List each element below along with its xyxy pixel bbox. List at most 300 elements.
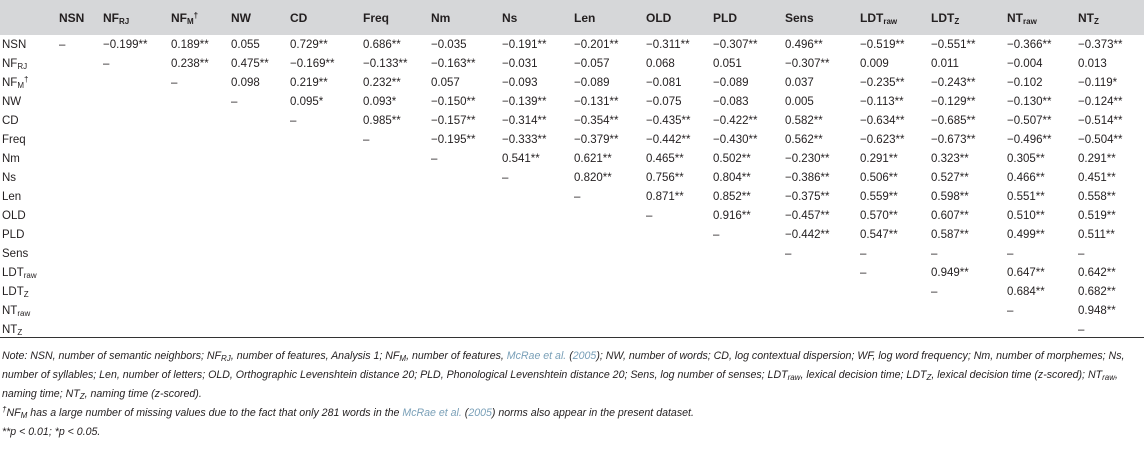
correlation-cell: 0.558**: [1078, 190, 1116, 203]
correlation-cell: −0.333**: [502, 133, 547, 146]
correlation-cell: 0.506**: [860, 171, 898, 184]
correlation-cell: [928, 301, 1004, 320]
correlation-cell: [100, 130, 168, 149]
correlation-cell: –: [860, 266, 867, 279]
correlation-cell: [287, 263, 360, 282]
correlation-cell: [168, 225, 228, 244]
correlation-cell: [710, 282, 782, 301]
row-label-base: LDT: [2, 285, 24, 298]
correlation-cell: [428, 187, 499, 206]
correlation-cell: [643, 282, 710, 301]
note-text: M: [20, 411, 28, 420]
correlation-cell: 0.519**: [1078, 209, 1116, 222]
correlation-cell: 0.037: [785, 76, 814, 89]
correlation-cell: [428, 168, 499, 187]
note-text: Note: NSN, number of semantic neighbors; NF: [2, 350, 222, 362]
correlation-cell: −0.311**: [646, 38, 690, 51]
correlation-cell: [56, 244, 100, 263]
correlation-cell: [56, 130, 100, 149]
correlation-cell: 0.499**: [1007, 228, 1045, 241]
correlation-cell: 0.051: [713, 57, 742, 70]
row-label: [0, 92, 56, 111]
correlation-cell: 0.055: [231, 38, 260, 51]
correlation-cell: −0.093: [502, 76, 538, 89]
table-bottom-rule: [0, 337, 1144, 338]
row-label: [0, 282, 56, 301]
column-header-subscript: M: [187, 16, 194, 26]
correlation-cell: 0.013: [1078, 57, 1107, 70]
correlation-cell: −0.430**: [713, 133, 758, 146]
correlation-cell: 0.466**: [1007, 171, 1045, 184]
correlation-cell: 0.598**: [931, 190, 969, 203]
correlation-cell: [360, 225, 428, 244]
row-label: [0, 206, 56, 225]
correlation-cell: 0.686**: [363, 38, 401, 51]
correlation-cell: [287, 225, 360, 244]
column-header-base: NF: [103, 10, 119, 25]
correlation-cell: –: [59, 38, 66, 51]
row-label-base: Ns: [2, 171, 17, 184]
row-label: [0, 301, 56, 320]
correlation-cell: 0.496**: [785, 38, 823, 51]
column-header: [287, 0, 360, 35]
correlation-cell: [56, 168, 100, 187]
table-note-dagger: [2, 404, 1142, 423]
correlation-cell: −0.089: [574, 76, 610, 89]
correlation-cell: –: [931, 247, 938, 260]
table-row: [0, 149, 1144, 168]
row-label: [0, 111, 56, 130]
row-label: [0, 35, 56, 54]
header-row: [0, 0, 1144, 35]
correlation-cell: −0.235**: [860, 76, 905, 89]
correlation-cell: −0.195**: [431, 133, 476, 146]
column-header-base: Len: [574, 10, 596, 25]
correlation-cell: 0.510**: [1007, 209, 1045, 222]
correlation-cell: −0.623**: [860, 133, 905, 146]
citation-text: McRae et al.: [506, 350, 567, 362]
column-header: [168, 0, 228, 35]
column-header: [499, 0, 571, 35]
correlation-cell: [571, 263, 643, 282]
note-text: NF: [6, 407, 21, 419]
correlation-cell: −0.507**: [1007, 114, 1052, 127]
column-header: [360, 0, 428, 35]
correlation-cell: [857, 301, 928, 320]
column-header-subscript: Z: [954, 16, 960, 26]
correlation-cell: [428, 225, 499, 244]
correlation-cell: [228, 168, 287, 187]
row-label-base: PLD: [2, 228, 25, 241]
table-row: [0, 35, 1144, 54]
correlation-cell: −0.354**: [574, 114, 619, 127]
correlation-cell: −0.057: [574, 57, 610, 70]
correlation-cell: 0.551**: [1007, 190, 1045, 203]
row-label-base: Sens: [2, 247, 29, 260]
table-row: [0, 168, 1144, 187]
correlation-cell: [56, 73, 100, 92]
citation-text: McRae et al.: [402, 407, 462, 419]
correlation-cell: [228, 225, 287, 244]
row-label-base: NF: [2, 57, 18, 70]
note-text: , naming time (z-scored).: [84, 388, 202, 400]
correlation-cell: [228, 206, 287, 225]
column-header-base: NT: [1078, 10, 1094, 25]
correlation-cell: [571, 282, 643, 301]
correlation-cell: 0.587**: [931, 228, 969, 241]
column-header: [1075, 0, 1144, 35]
note-text: Z: [926, 373, 932, 382]
column-header: [56, 0, 100, 35]
note-text: raw: [787, 373, 801, 382]
correlation-cell: –: [646, 209, 653, 222]
correlation-cell: −0.422**: [713, 114, 758, 127]
correlation-cell: [287, 301, 360, 320]
table-row: [0, 187, 1144, 206]
correlation-cell: 0.547**: [860, 228, 898, 241]
correlation-cell: [100, 149, 168, 168]
correlation-cell: 0.465**: [646, 152, 684, 165]
correlation-cell: −0.375**: [785, 190, 830, 203]
correlation-cell: 0.916**: [713, 209, 751, 222]
correlation-cell: [710, 244, 782, 263]
column-header-base: NF: [171, 10, 187, 25]
column-header-base: Ns: [502, 10, 518, 25]
correlation-cell: 0.647**: [1007, 266, 1045, 279]
correlation-cell: −0.130**: [1007, 95, 1052, 108]
correlation-cell: 0.559**: [860, 190, 898, 203]
correlation-cell: [168, 187, 228, 206]
correlation-cell: [499, 206, 571, 225]
correlation-cell: 0.852**: [713, 190, 751, 203]
correlation-cell: 0.068: [646, 57, 675, 70]
correlation-cell: −0.035: [431, 38, 467, 51]
correlation-cell: [287, 282, 360, 301]
citation-text: 2005: [572, 350, 597, 362]
table-row: [0, 92, 1144, 111]
table-row: [0, 301, 1144, 320]
column-header: [1004, 0, 1075, 35]
correlation-cell: [56, 149, 100, 168]
correlation-cell: −0.519**: [860, 38, 905, 51]
correlation-cell: [56, 225, 100, 244]
column-header-subscript: raw: [1023, 16, 1037, 26]
correlation-cell: [287, 187, 360, 206]
table-row: [0, 54, 1144, 73]
column-header: [643, 0, 710, 35]
correlation-cell: 0.985**: [363, 114, 401, 127]
correlation-cell: −0.685**: [931, 114, 976, 127]
correlation-cell: 0.527**: [931, 171, 969, 184]
correlation-cell: −0.139**: [502, 95, 547, 108]
correlation-cell: [100, 187, 168, 206]
correlation-cell: −0.089: [713, 76, 749, 89]
correlation-cell: −0.129**: [931, 95, 976, 108]
correlation-cell: 0.009: [860, 57, 889, 70]
correlation-cell: −0.435**: [646, 114, 691, 127]
correlation-cell: 0.502**: [713, 152, 751, 165]
correlation-cell: −0.169**: [290, 57, 335, 70]
correlation-cell: –: [502, 171, 509, 184]
correlation-cell: [710, 263, 782, 282]
correlation-cell: [56, 206, 100, 225]
correlation-cell: 0.756**: [646, 171, 684, 184]
correlation-cell: –: [1078, 247, 1085, 260]
correlation-cell: [56, 282, 100, 301]
correlation-cell: −0.442**: [646, 133, 691, 146]
table-row: [0, 206, 1144, 225]
correlation-cell: 0.291**: [860, 152, 898, 165]
correlation-cell: [571, 244, 643, 263]
row-label: [0, 149, 56, 168]
correlation-cell: −0.230**: [785, 152, 830, 165]
row-label: [0, 187, 56, 206]
correlation-cell: 0.804**: [713, 171, 751, 184]
correlation-cell: [100, 244, 168, 263]
correlation-cell: [499, 282, 571, 301]
correlation-cell: −0.131**: [574, 95, 619, 108]
column-header-base: Nm: [431, 10, 451, 25]
correlation-cell: [56, 301, 100, 320]
correlation-cell: [428, 263, 499, 282]
correlation-cell: 0.475**: [231, 57, 269, 70]
correlation-cell: [287, 206, 360, 225]
table-note-abbreviations: [2, 347, 1142, 404]
correlation-cell: −0.133**: [363, 57, 408, 70]
table-row: [0, 111, 1144, 130]
correlation-cell: 0.098: [231, 76, 260, 89]
row-label-base: NT: [2, 323, 18, 336]
correlation-cell: 0.582**: [785, 114, 823, 127]
note-text: , lexical decision time (z-scored); NT: [931, 369, 1103, 381]
correlation-cell: [100, 168, 168, 187]
note-text: M: [399, 354, 407, 363]
correlation-cell: [228, 111, 287, 130]
correlation-cell: 0.095*: [290, 95, 324, 108]
table-row: [0, 244, 1144, 263]
correlation-cell: [56, 111, 100, 130]
correlation-cell: [360, 187, 428, 206]
correlation-cell: 0.093*: [363, 95, 397, 108]
correlation-cell: 0.621**: [574, 152, 612, 165]
correlation-cell: [287, 244, 360, 263]
correlation-cell: −0.366**: [1007, 38, 1052, 51]
correlation-cell: 0.291**: [1078, 152, 1116, 165]
column-header: [428, 0, 499, 35]
correlation-cell: [228, 187, 287, 206]
correlation-cell: [168, 206, 228, 225]
correlation-cell: [56, 54, 100, 73]
correlation-cell: –: [1078, 323, 1085, 336]
row-label-base: NSN: [2, 38, 27, 51]
correlation-cell: −0.634**: [860, 114, 905, 127]
correlation-cell: [100, 263, 168, 282]
correlation-cell: [228, 301, 287, 320]
correlation-cell: [428, 282, 499, 301]
correlation-cell: [499, 301, 571, 320]
row-label-subscript: raw: [23, 270, 37, 280]
column-header-base: CD: [290, 10, 308, 25]
column-header: [228, 0, 287, 35]
correlation-cell: 0.948**: [1078, 304, 1116, 317]
correlation-cell: [168, 149, 228, 168]
correlation-cell: −0.551**: [931, 38, 976, 51]
row-label-base: Freq: [2, 133, 26, 146]
row-label-base: LDT: [2, 266, 24, 279]
correlation-cell: [168, 282, 228, 301]
correlation-cell: −0.199**: [103, 38, 148, 51]
correlation-cell: 0.541**: [502, 152, 540, 165]
note-text: , lexical decision time; LDT: [800, 369, 927, 381]
correlation-cell: –: [1007, 247, 1014, 260]
correlation-cell: [782, 301, 857, 320]
row-label: [0, 225, 56, 244]
correlation-cell: [228, 282, 287, 301]
correlation-cell: [56, 187, 100, 206]
correlation-cell: −0.163**: [431, 57, 476, 70]
correlation-cell: −0.243**: [931, 76, 976, 89]
note-text: Z: [79, 392, 85, 401]
correlation-cell: [287, 149, 360, 168]
column-header-base: Freq: [363, 10, 390, 25]
note-text: (: [461, 407, 469, 419]
row-label-base: Len: [2, 190, 22, 203]
correlation-cell: −0.514**: [1078, 114, 1123, 127]
correlation-cell: [100, 206, 168, 225]
correlation-cell: −0.124**: [1078, 95, 1123, 108]
table-row: [0, 263, 1144, 282]
correlation-cell: [360, 263, 428, 282]
note-text: †: [2, 405, 7, 414]
correlation-cell: [287, 168, 360, 187]
column-header-subscript: raw: [883, 16, 898, 26]
correlation-cell: 0.189**: [171, 38, 209, 51]
row-label-subscript: Z: [23, 289, 29, 299]
correlation-cell: [499, 263, 571, 282]
row-label-subscript: Z: [17, 327, 23, 337]
correlation-cell: −0.307**: [785, 57, 830, 70]
correlation-cell: [287, 130, 360, 149]
correlation-cell: [228, 244, 287, 263]
correlation-cell: −0.119*: [1078, 76, 1118, 89]
correlation-cell: −0.504**: [1078, 133, 1123, 146]
correlation-cell: [168, 168, 228, 187]
correlation-cell: 0.949**: [931, 266, 969, 279]
correlation-cell: 0.607**: [931, 209, 969, 222]
correlation-cell: [56, 92, 100, 111]
correlation-cell: [360, 301, 428, 320]
correlation-cell: [168, 92, 228, 111]
correlation-cell: –: [931, 285, 938, 298]
correlation-cell: −0.004: [1007, 57, 1043, 70]
correlation-cell: 0.011: [931, 57, 959, 70]
note-text: ) norms also appear in the present dataset.: [491, 407, 694, 419]
note-text: , number of features, Analysis 1; NF: [230, 350, 400, 362]
correlation-cell: [100, 92, 168, 111]
row-label-superscript: †: [24, 74, 29, 84]
correlation-cell: 0.219**: [290, 76, 328, 89]
correlation-cell: 0.057: [431, 76, 460, 89]
correlation-cell: [100, 301, 168, 320]
correlation-cell: 0.729**: [290, 38, 328, 51]
correlation-cell: −0.386**: [785, 171, 830, 184]
correlation-cell: [643, 301, 710, 320]
correlation-cell: [56, 263, 100, 282]
correlation-cell: −0.373**: [1078, 38, 1123, 51]
correlation-cell: [428, 206, 499, 225]
correlation-cell: [168, 244, 228, 263]
correlation-cell: −0.191**: [502, 38, 547, 51]
column-header: [782, 0, 857, 35]
correlation-cell: −0.673**: [931, 133, 976, 146]
correlation-cell: –: [103, 57, 110, 70]
correlation-cell: [643, 244, 710, 263]
correlation-cell: [168, 301, 228, 320]
correlation-cell: 0.005: [785, 95, 814, 108]
column-header-base: LDT: [931, 10, 955, 25]
correlation-cell: −0.457**: [785, 209, 830, 222]
correlation-cell: –: [574, 190, 581, 203]
column-header-base: NW: [231, 10, 251, 25]
correlation-cell: −0.081: [646, 76, 682, 89]
row-label: [0, 244, 56, 263]
correlation-cell: −0.083: [713, 95, 749, 108]
correlation-cell: −0.314**: [502, 114, 547, 127]
row-label-subscript: raw: [17, 308, 31, 318]
row-label-base: NT: [2, 304, 18, 317]
column-header-subscript: Z: [1094, 16, 1099, 26]
correlation-cell: −0.113**: [860, 95, 904, 108]
column-header: [857, 0, 928, 35]
table-row: [0, 282, 1144, 301]
column-header: [100, 0, 168, 35]
correlation-cell: [100, 73, 168, 92]
correlation-cell: [710, 301, 782, 320]
table-row: [0, 130, 1144, 149]
correlation-cell: [100, 282, 168, 301]
row-label: [0, 263, 56, 282]
correlation-cell: [168, 263, 228, 282]
correlation-cell: −0.307**: [713, 38, 758, 51]
note-text: ); NW, number of words; CD, log contextual dispersion; WF, log word frequency; Nm, number of morphemes; Ns, number of syllables; Len, number of letters; OLD, Orthographic Levenshtein distance 20; PLD, Phonological Levenshtein distance 20; Sens, log number of senses; LDT: [2, 350, 1125, 381]
note-text: raw: [1102, 373, 1115, 382]
correlation-cell: −0.102: [1007, 76, 1043, 89]
correlation-cell: [782, 263, 857, 282]
correlation-cell: 0.562**: [785, 133, 823, 146]
correlation-cell: 0.238**: [171, 57, 209, 70]
correlation-cell: [228, 263, 287, 282]
correlation-cell: 0.642**: [1078, 266, 1116, 279]
correlation-cell: 0.451**: [1078, 171, 1116, 184]
correlation-cell: −0.150**: [431, 95, 476, 108]
correlation-cell: [228, 149, 287, 168]
correlation-cell: [228, 130, 287, 149]
correlation-cell: [360, 244, 428, 263]
note-text: , number of features,: [406, 350, 507, 362]
correlation-cell: –: [231, 95, 238, 108]
correlation-cell: −0.379**: [574, 133, 619, 146]
correlation-cell: 0.684**: [1007, 285, 1045, 298]
row-label-base: Nm: [2, 152, 20, 165]
correlation-cell: [499, 244, 571, 263]
correlation-cell: [428, 244, 499, 263]
correlation-cell: [360, 168, 428, 187]
correlation-cell: 0.820**: [574, 171, 612, 184]
correlation-cell: −0.157**: [431, 114, 476, 127]
correlation-cell: [643, 263, 710, 282]
correlation-cell: [499, 225, 571, 244]
row-label-subscript: M: [17, 80, 25, 90]
